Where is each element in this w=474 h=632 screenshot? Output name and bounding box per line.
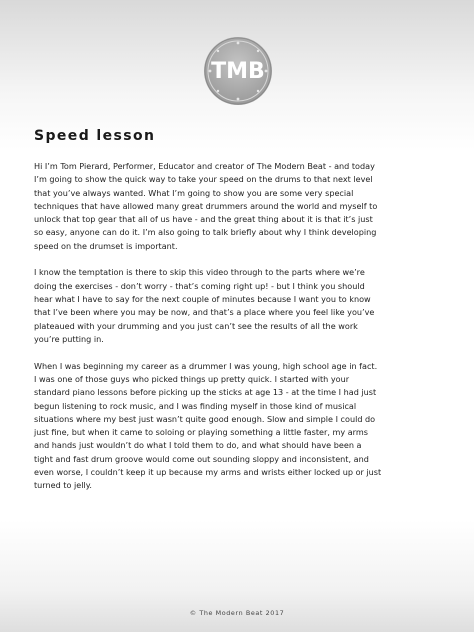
paragraph-1 [34, 160, 446, 253]
text-line: tight and fast drum groove would come out sounding sloppy and inconsistent, and [34, 453, 369, 464]
text-line: unlock that top gear that all of us have - and the great thing about it is that it’s just [34, 214, 373, 225]
text-line: techniques that have allowed many great drummers around the world and myself to [34, 200, 378, 211]
text-line: plateaued with your drumming and you just can’t see the results of all the work [34, 320, 358, 331]
text-line: Hi I’m Tom Pierard, Performer, Educator and creator of The Modern Beat - and today [34, 161, 375, 171]
paragraph-2 [34, 266, 446, 346]
text-line: speed on the drumset is important. [34, 240, 178, 251]
text-line: When I was beginning my career as a drummer I was young, high school age in fact. [34, 360, 378, 371]
text-line: even worse, I couldn’t keep it up because my arms and wrists either locked up or just [34, 467, 382, 478]
page-title: Speed lesson [34, 128, 156, 144]
lesson-body [34, 160, 446, 506]
text-line: begun listening to rock music, and I was finding myself in those kind of musical [34, 400, 357, 411]
text-line: and hands just wouldn’t do what I told them to do, and what should have been a [34, 440, 362, 451]
text-line: hear what I have to say for the next couple of minutes because I want you to know [34, 294, 371, 305]
logo-text: TMB [211, 58, 265, 84]
copyright-footer: © The Modern Beat 2017 [189, 609, 285, 617]
text-line: just fine, but when it came to soloing or playing something a little faster, my arms [34, 427, 368, 438]
text-line: I was one of those guys who picked things up pretty quick. I started with your [34, 373, 350, 384]
tmb-logo [203, 36, 273, 106]
paragraph-3 [34, 360, 446, 493]
text-line: so easy, anyone can do it. I’m also going to talk briefly about why I think developing [34, 227, 377, 238]
text-line: that I’ve been where you may be now, and that’s a place where you feel like you’ve [34, 307, 375, 318]
text-line: you’re putting in. [34, 333, 104, 344]
text-line: turned to jelly. [34, 480, 92, 491]
text-line: standard piano lessons before picking up the sticks at age 13 - at the time I had just [34, 387, 377, 398]
text-line: that you’ve always wanted. What I’m going to show you are some very special [34, 187, 354, 198]
text-line: situations where my best just wasn’t quite good enough. Slow and simple I could do [34, 413, 376, 424]
text-line: doing the exercises - don’t worry - that’s coming right up! - but I think you should [34, 280, 365, 291]
text-line: I know the temptation is there to skip this video through to the parts where we’re [34, 267, 365, 278]
text-line: I’m going to show the quick way to take your speed on the drums to that next level [34, 174, 373, 185]
